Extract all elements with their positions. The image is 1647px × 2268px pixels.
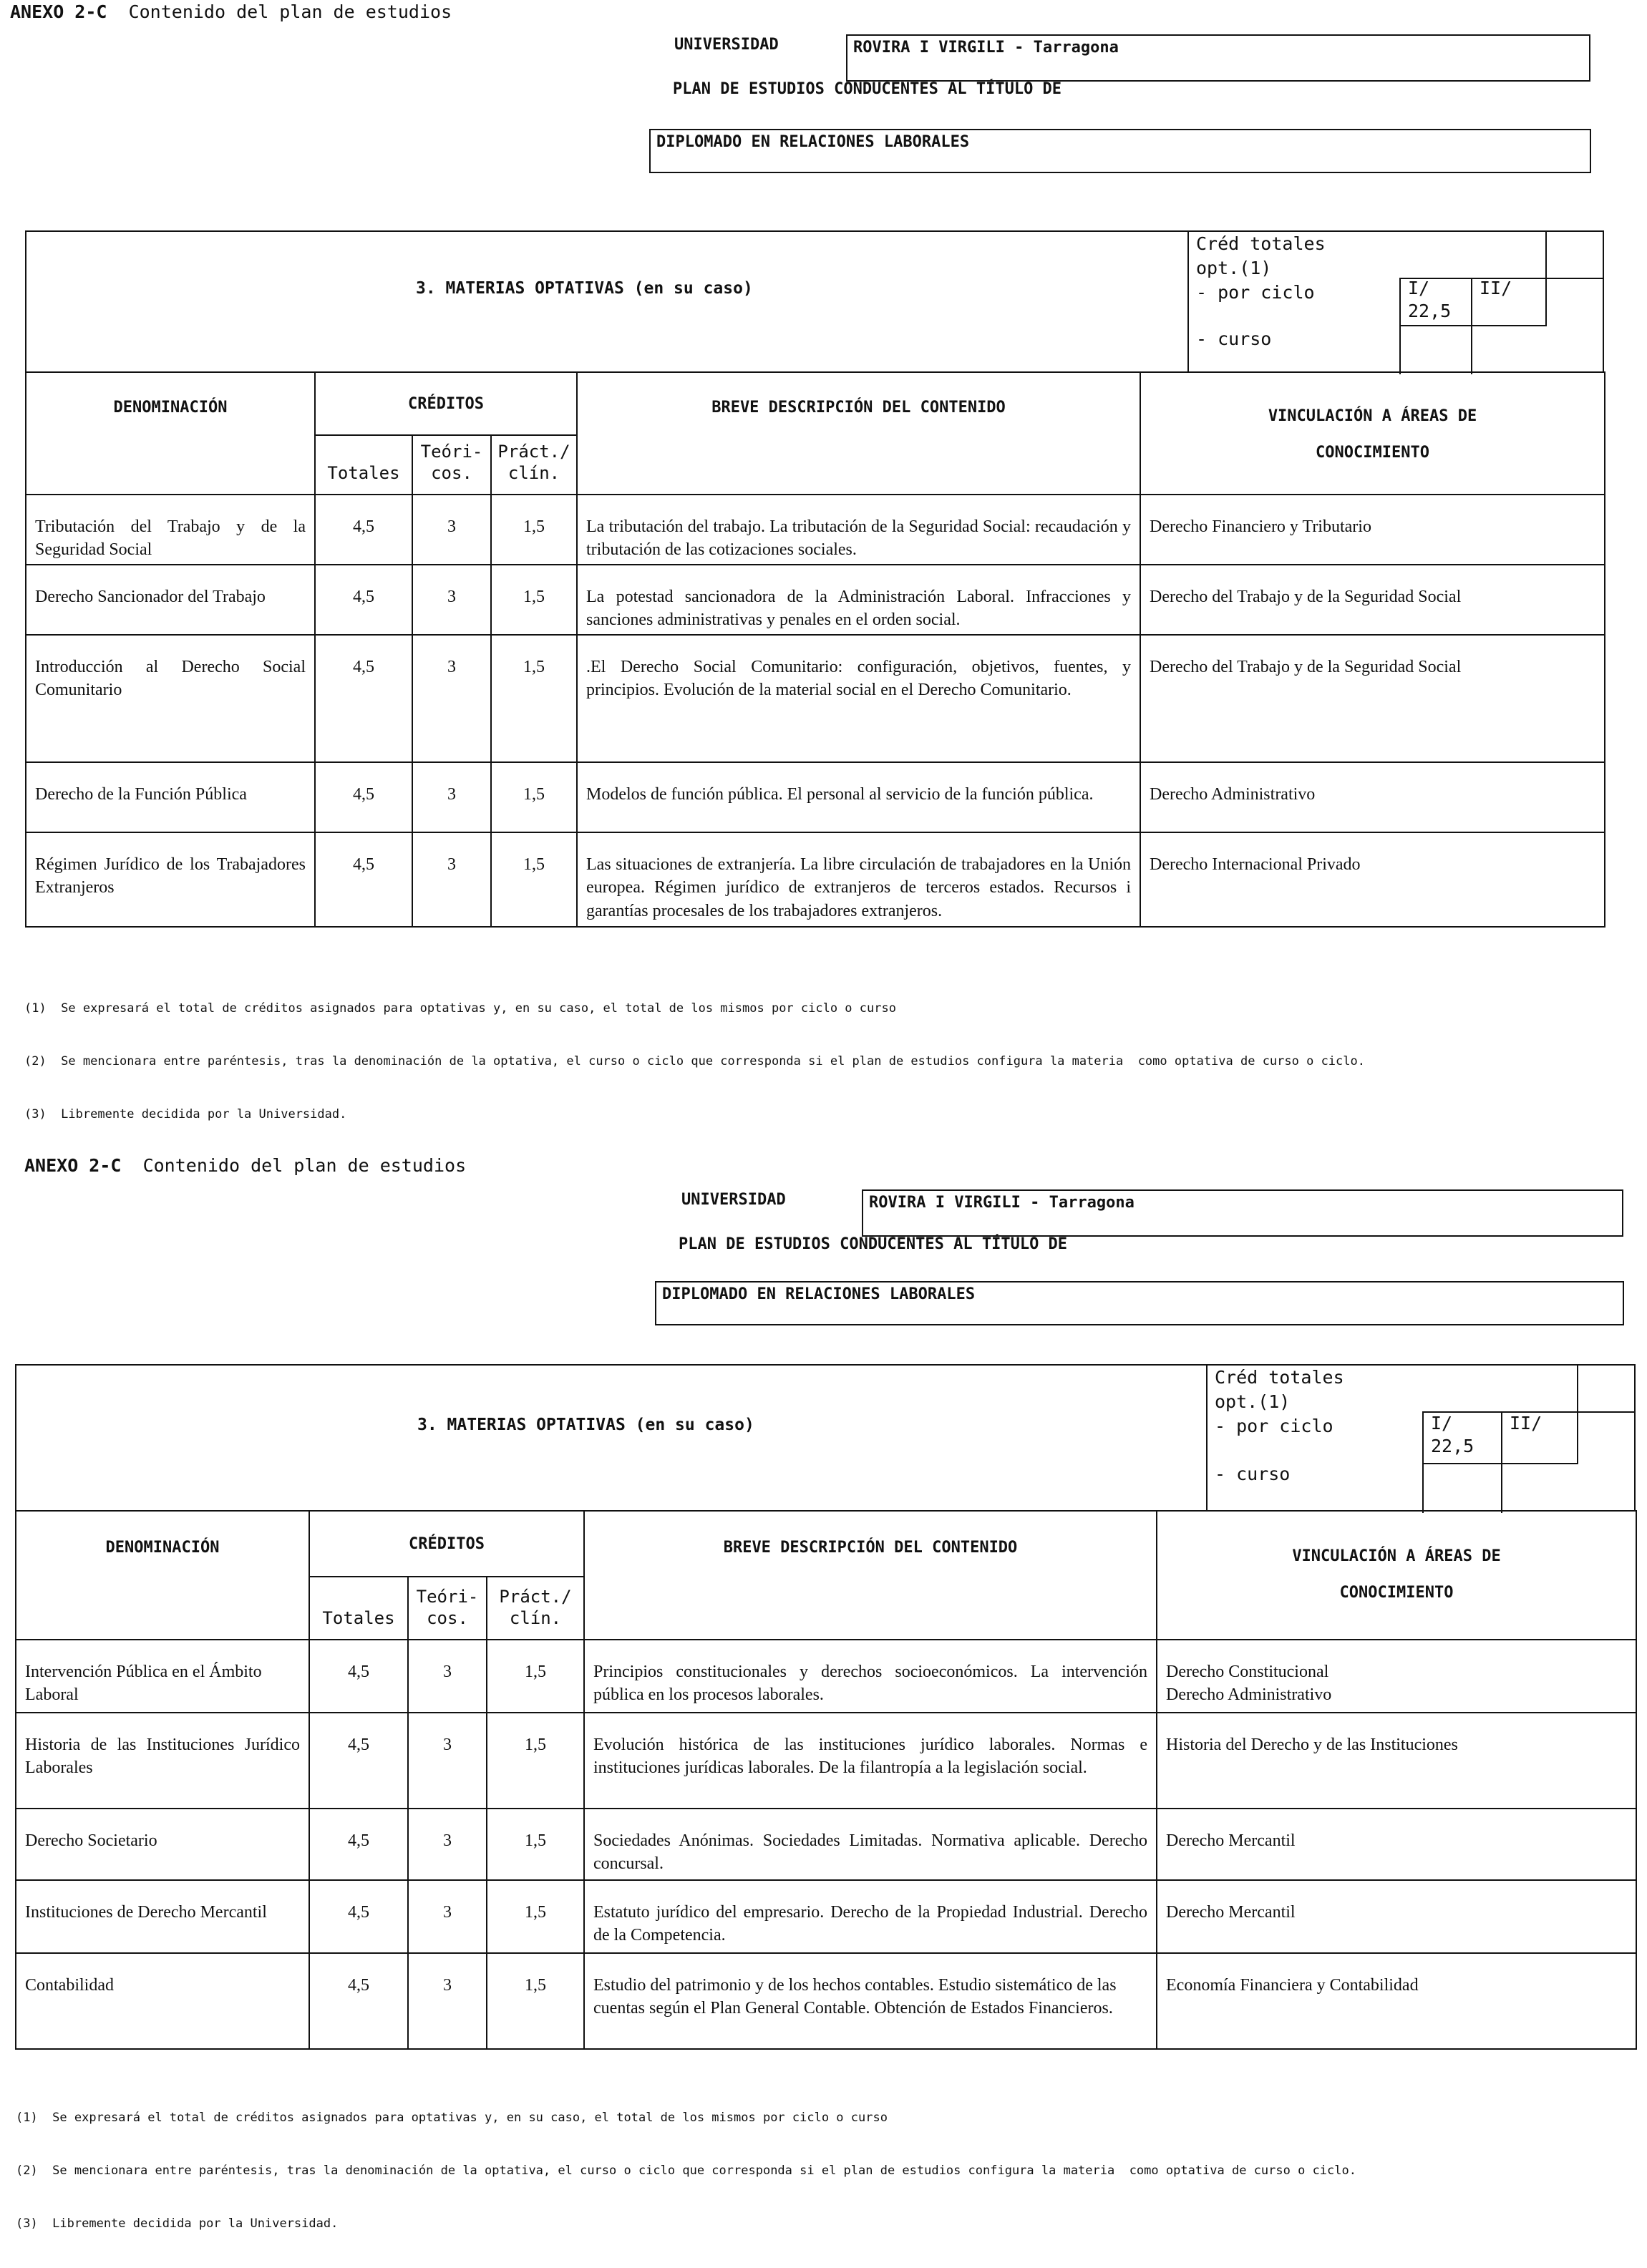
ciclo-right-line xyxy=(1577,1411,1578,1464)
cred-line-2: opt.(1) xyxy=(1215,1391,1291,1412)
plan-label: PLAN DE ESTUDIOS CONDUCENTES AL TÍTULO DE xyxy=(673,80,1062,98)
row-area: Historia del Derecho y de las Instituciones xyxy=(1157,1713,1636,1809)
col-vinculacion-2: CONOCIMIENTO xyxy=(1316,443,1429,462)
col-teoricos-1: Teóri- xyxy=(416,1587,479,1607)
footnote-3: (3) Libremente decidida por la Universidad. xyxy=(16,2216,339,2232)
row-descripcion: Estatuto jurídico del empresario. Derecho de la Propiedad Industrial. Derecho de la Competencia. xyxy=(584,1880,1157,1953)
row-practicos: 1,5 xyxy=(491,762,577,832)
table-row xyxy=(16,1953,1636,2049)
footnote-1: (1) Se expresará el total de créditos asignados para optativas y, en su caso, el total de los mismos por ciclo o curso xyxy=(24,1001,896,1016)
titulo-value: DIPLOMADO EN RELACIONES LABORALES xyxy=(662,1285,976,1303)
row-teoricos: 3 xyxy=(408,1809,487,1880)
col-practicos-1: Práct./ xyxy=(497,442,570,462)
row-area: Economía Financiera y Contabilidad xyxy=(1157,1953,1636,2049)
universidad-value: ROVIRA I VIRGILI - Tarragona xyxy=(853,39,1119,57)
ciclo-ii-label: II/ xyxy=(1510,1413,1542,1434)
col-practicos xyxy=(487,1577,584,1640)
row-teoricos: 3 xyxy=(408,1713,487,1809)
row-totales: 4,5 xyxy=(309,1640,408,1713)
annex-heading xyxy=(10,1,452,22)
row-totales: 4,5 xyxy=(315,832,412,927)
row-descripcion: Las situaciones de extranjería. La libre circulación de trabajadores en la Unión europea. Régimen jurídico de extranjeros de terceros estados. Recursos i garantías procesales de los trabajadores extranjeros. xyxy=(577,832,1140,927)
por-ciclo-label: - por ciclo xyxy=(1215,1415,1333,1436)
row-teoricos: 3 xyxy=(408,1880,487,1953)
table-row xyxy=(16,1713,1636,1809)
universidad-box xyxy=(862,1189,1623,1237)
titulo-box xyxy=(649,129,1591,173)
ciclo-left-line xyxy=(1422,1411,1424,1513)
col-vinculacion-1: VINCULACIÓN A ÁREAS DE xyxy=(1292,1547,1501,1565)
row-area: Derecho Internacional Privado xyxy=(1140,832,1605,927)
row-practicos: 1,5 xyxy=(487,1809,584,1880)
col-teoricos xyxy=(412,435,491,495)
table-row xyxy=(26,635,1605,762)
row-area: Derecho del Trabajo y de la Seguridad Social xyxy=(1140,635,1605,762)
row-descripcion: Modelos de función pública. El personal al servicio de la función pública. xyxy=(577,762,1140,832)
materias-table-1 xyxy=(25,371,1605,928)
table-header-row xyxy=(16,1511,1636,1577)
row-totales: 4,5 xyxy=(315,635,412,762)
footnote-2: (2) Se mencionara entre paréntesis, tras la denominación de la optativa, el curso o ciclo que corresponda si el plan de estudios configura la materia como optativa de curso o ciclo. xyxy=(16,2164,1356,2179)
col-teoricos-1: Teóri- xyxy=(420,442,483,462)
row-practicos: 1,5 xyxy=(487,1953,584,2049)
row-practicos: 1,5 xyxy=(491,495,577,565)
ciclo-right-line xyxy=(1545,278,1547,326)
table-row xyxy=(26,495,1605,565)
row-practicos: 1,5 xyxy=(491,635,577,762)
row-practicos: 1,5 xyxy=(491,565,577,635)
row-practicos: 1,5 xyxy=(487,1713,584,1809)
cred-totales-label xyxy=(1215,1366,1344,1486)
titulo-box xyxy=(655,1281,1624,1325)
row-descripcion: La potestad sancionadora de la Administración Laboral. Infracciones y sanciones administrativas y penales en el orden social. xyxy=(577,565,1140,635)
annex-prefix: ANEXO 2-C xyxy=(10,1,107,22)
row-totales: 4,5 xyxy=(309,1713,408,1809)
ciclo-i-value: 22,5 xyxy=(1431,1436,1474,1456)
table-row xyxy=(16,1640,1636,1713)
col-denominacion: DENOMINACIÓN xyxy=(26,372,315,495)
row-teoricos: 3 xyxy=(412,635,491,762)
row-area: Derecho Administrativo xyxy=(1140,762,1605,832)
section-header-box xyxy=(15,1364,1636,1512)
ciclo-i-value: 22,5 xyxy=(1408,301,1452,321)
footnotes-1 xyxy=(24,965,1365,1159)
universidad-value: ROVIRA I VIRGILI - Tarragona xyxy=(869,1194,1135,1212)
col-vinculacion-2: CONOCIMIENTO xyxy=(1339,1583,1454,1602)
footnote-1: (1) Se expresará el total de créditos asignados para optativas y, en su caso, el total de los mismos por ciclo o curso xyxy=(16,2111,888,2126)
annex-heading xyxy=(24,1155,466,1176)
col-practicos-1: Práct./ xyxy=(499,1587,572,1607)
section-title: 3. MATERIAS OPTATIVAS (en su caso) xyxy=(416,279,753,298)
row-totales: 4,5 xyxy=(315,762,412,832)
col-denominacion: DENOMINACIÓN xyxy=(16,1511,309,1640)
table-row xyxy=(16,1809,1636,1880)
row-area: Derecho del Trabajo y de la Seguridad Social xyxy=(1140,565,1605,635)
row-totales: 4,5 xyxy=(309,1953,408,2049)
col-teoricos xyxy=(408,1577,487,1640)
row-practicos: 1,5 xyxy=(487,1880,584,1953)
col-descripcion: BREVE DESCRIPCIÓN DEL CONTENIDO xyxy=(584,1511,1157,1640)
section-divider xyxy=(1206,1364,1208,1512)
table-row xyxy=(26,565,1605,635)
row-descripcion: .El Derecho Social Comunitario: configuración, objetivos, fuentes, y principios. Evolución de la material social en el Derecho Comunitario. xyxy=(577,635,1140,762)
col-practicos-2: clín. xyxy=(509,1608,562,1628)
row-practicos: 1,5 xyxy=(487,1640,584,1713)
section-divider xyxy=(1187,230,1189,373)
row-denominacion: Instituciones de Derecho Mercantil xyxy=(16,1880,309,1953)
col-practicos-2: clín. xyxy=(507,463,560,483)
cred-totales-label xyxy=(1196,232,1326,351)
row-area: Derecho Mercantil xyxy=(1157,1809,1636,1880)
por-ciclo-label: - por ciclo xyxy=(1196,281,1315,303)
curso-label: - curso xyxy=(1215,1464,1291,1485)
col-creditos: CRÉDITOS xyxy=(309,1511,584,1577)
ciclo-bottom-line xyxy=(1399,325,1545,326)
cred-right-divider xyxy=(1545,230,1547,278)
row-area: Derecho Financiero y Tributario xyxy=(1140,495,1605,565)
cred-right-divider xyxy=(1577,1364,1578,1411)
row-practicos: 1,5 xyxy=(491,832,577,927)
col-vinculacion xyxy=(1140,372,1605,495)
ciclo-mid-line xyxy=(1501,1411,1502,1513)
row-totales: 4,5 xyxy=(309,1880,408,1953)
col-teoricos-2: cos. xyxy=(431,463,472,483)
cred-line-1: Créd totales xyxy=(1215,1367,1344,1388)
cred-line-1: Créd totales xyxy=(1196,233,1326,254)
ciclo-bottom-line xyxy=(1422,1463,1578,1464)
row-descripcion: Evolución histórica de las instituciones jurídico laborales. Normas e instituciones jurídicas laborales. De la filantropía a la legislación social. xyxy=(584,1713,1157,1809)
row-teoricos: 3 xyxy=(412,762,491,832)
ciclo-ii-label: II/ xyxy=(1480,278,1512,298)
footnotes-2 xyxy=(16,2074,1356,2268)
annex-prefix: ANEXO 2-C xyxy=(24,1155,122,1176)
row-teoricos: 3 xyxy=(412,565,491,635)
col-totales: Totales xyxy=(309,1577,408,1640)
row-descripcion: Sociedades Anónimas. Sociedades Limitadas. Normativa aplicable. Derecho concursal. xyxy=(584,1809,1157,1880)
row-denominacion: Historia de las Instituciones Jurídico Laborales xyxy=(16,1713,309,1809)
row-descripcion: Estudio del patrimonio y de los hechos contables. Estudio sistemático de las cuentas según el Plan General Contable. Obtención de Estados Financieros. xyxy=(584,1953,1157,2049)
col-vinculacion xyxy=(1157,1511,1636,1640)
row-teoricos: 3 xyxy=(412,832,491,927)
section-header-box xyxy=(25,230,1604,373)
annex-title: Contenido del plan de estudios xyxy=(142,1155,467,1176)
footnote-3: (3) Libremente decidida por la Universidad. xyxy=(24,1107,347,1122)
curso-label: - curso xyxy=(1196,328,1272,350)
row-denominacion: Régimen Jurídico de los Trabajadores Extranjeros xyxy=(26,832,315,927)
row-totales: 4,5 xyxy=(315,495,412,565)
materias-table-2 xyxy=(15,1510,1637,2050)
universidad-label: UNIVERSIDAD xyxy=(681,1191,786,1209)
ciclo-i-label: I/ xyxy=(1408,278,1430,298)
col-practicos xyxy=(491,435,577,495)
row-descripcion: Principios constitucionales y derechos socioeconómicos. La intervención pública en los procesos laborales. xyxy=(584,1640,1157,1713)
row-denominacion: Derecho Sancionador del Trabajo xyxy=(26,565,315,635)
row-descripcion: La tributación del trabajo. La tributación de la Seguridad Social: recaudación y tributación de las cotizaciones sociales. xyxy=(577,495,1140,565)
cred-line-2: opt.(1) xyxy=(1196,257,1272,278)
row-denominacion: Derecho Societario xyxy=(16,1809,309,1880)
plan-label: PLAN DE ESTUDIOS CONDUCENTES AL TÍTULO DE xyxy=(679,1235,1068,1253)
table-row xyxy=(16,1880,1636,1953)
table-header-row xyxy=(26,372,1605,435)
titulo-value: DIPLOMADO EN RELACIONES LABORALES xyxy=(656,133,970,151)
row-teoricos: 3 xyxy=(408,1640,487,1713)
row-teoricos: 3 xyxy=(408,1953,487,2049)
col-teoricos-2: cos. xyxy=(427,1608,468,1628)
row-area: Derecho Mercantil xyxy=(1157,1880,1636,1953)
row-denominacion: Tributación del Trabajo y de la Seguridad Social xyxy=(26,495,315,565)
table-row xyxy=(26,832,1605,927)
section-title: 3. MATERIAS OPTATIVAS (en su caso) xyxy=(417,1416,754,1434)
annex-title: Contenido del plan de estudios xyxy=(128,1,452,22)
universidad-label: UNIVERSIDAD xyxy=(674,36,779,54)
col-descripcion: BREVE DESCRIPCIÓN DEL CONTENIDO xyxy=(577,372,1140,495)
universidad-box xyxy=(846,34,1590,82)
row-denominacion: Contabilidad xyxy=(16,1953,309,2049)
footnote-2: (2) Se mencionara entre paréntesis, tras la denominación de la optativa, el curso o ciclo que corresponda si el plan de estudios configura la materia como optativa de curso o ciclo. xyxy=(24,1054,1365,1069)
row-teoricos: 3 xyxy=(412,495,491,565)
row-denominacion: Derecho de la Función Pública xyxy=(26,762,315,832)
row-area: Derecho Constitucional Derecho Administrativo xyxy=(1157,1640,1636,1713)
row-denominacion: Intervención Pública en el Ámbito Laboral xyxy=(16,1640,309,1713)
col-vinculacion-1: VINCULACIÓN A ÁREAS DE xyxy=(1268,407,1477,425)
row-totales: 4,5 xyxy=(309,1809,408,1880)
row-denominacion: Introducción al Derecho Social Comunitario xyxy=(26,635,315,762)
row-totales: 4,5 xyxy=(315,565,412,635)
col-totales: Totales xyxy=(315,435,412,495)
col-creditos: CRÉDITOS xyxy=(315,372,577,435)
table-row xyxy=(26,762,1605,832)
ciclo-i-label: I/ xyxy=(1431,1413,1453,1434)
